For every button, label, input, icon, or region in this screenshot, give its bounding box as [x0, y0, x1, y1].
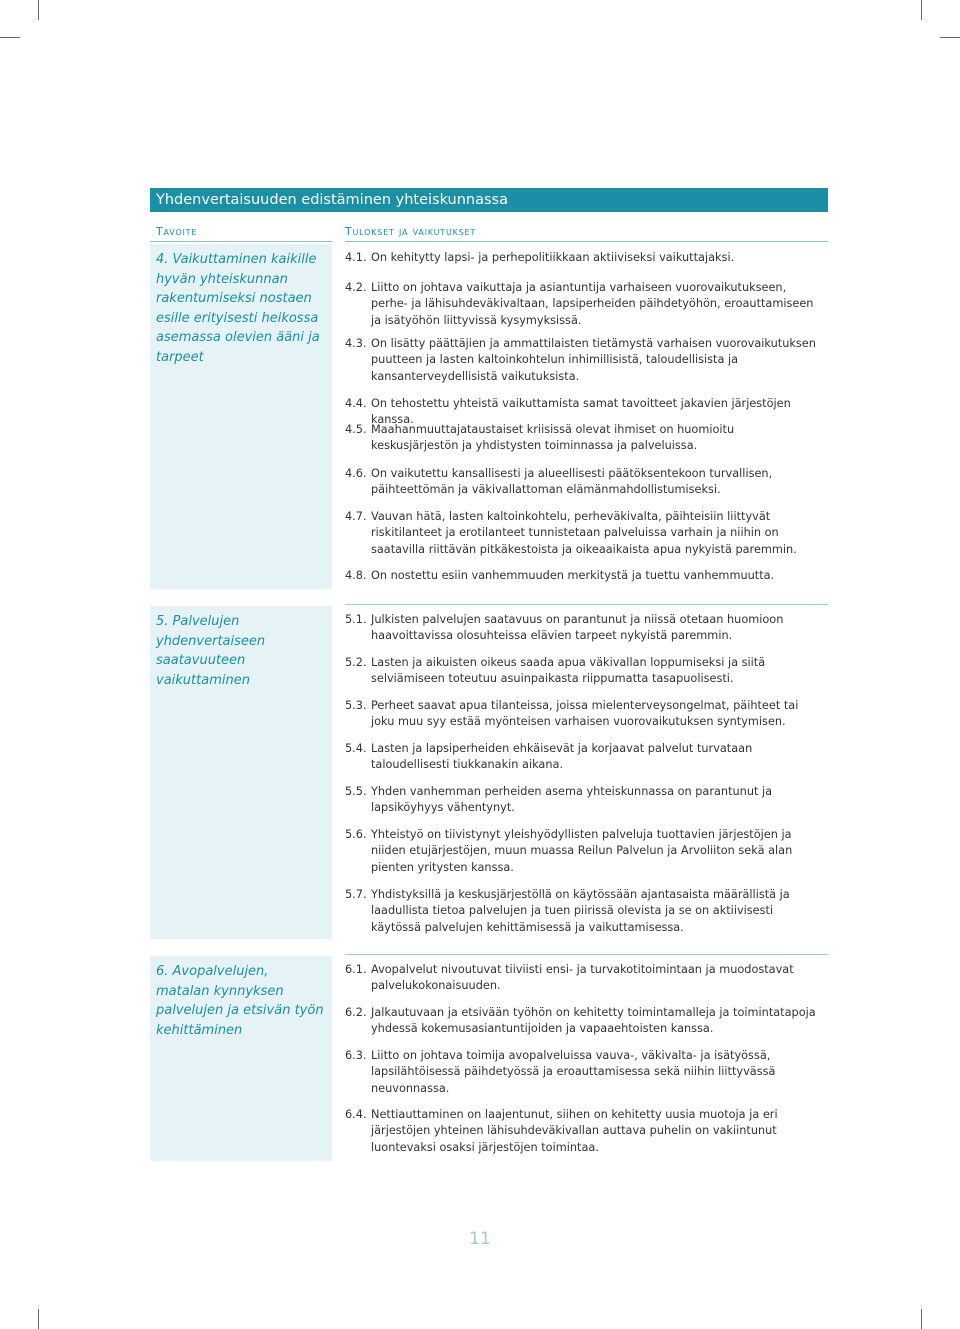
item-number: 4.5.: [345, 423, 367, 436]
crop-mark: [940, 37, 960, 38]
goal-panel: [150, 606, 332, 939]
result-item: [345, 509, 825, 558]
item-text: Jalkautuvaan ja etsivään työhön on kehitetty toimintamalleja ja toimintatapoja yhdessä kokemusasiantuntijoiden ja vapaaehtoisten kanssa.: [371, 1006, 816, 1036]
item-number: 5.4.: [345, 742, 367, 755]
item-number: 5.2.: [345, 656, 367, 669]
crop-mark: [38, 1309, 39, 1329]
goal-title: 4. Vaikuttaminen kaikille hyvän yhteiskunnan rakentumiseksi nostaen esille erityisesti heikossa asemassa olevien ääni ja tarpeet: [156, 252, 320, 365]
item-text: On vaikutettu kansallisesti ja alueellisesti päätöksentekoon turvallisen, päihteettömän ja väkivallattoman elämänmahdollistumiseksi.: [371, 467, 773, 497]
item-text: On kehitytty lapsi- ja perhepolitiikkaan aktiiviseksi vaikuttajaksi.: [371, 251, 735, 264]
crop-mark: [921, 0, 922, 20]
result-item: [345, 466, 825, 499]
item-number: 4.8.: [345, 569, 367, 582]
item-text: Liitto on johtava toimija avopalveluissa vauva-, väkivalta- ja isätyössä, lapsilähtöisessä päihdetyössä ja eroauttamisessa sekä niihin liittyvässä neuvonnassa.: [371, 1049, 776, 1095]
crop-mark: [38, 0, 39, 20]
item-text: Lasten ja aikuisten oikeus saada apua väkivallan loppumiseksi ja siitä selviämiseen toteutuu asuinpaikasta riippumatta tasapuolisesti.: [371, 656, 766, 686]
goal-title: 6. Avopalvelujen, matalan kynnyksen palvelujen ja etsivän työn kehittäminen: [156, 964, 324, 1038]
result-item: [345, 655, 825, 688]
item-text: Perheet saavat apua tilanteissa, joissa mielenterveysongelmat, päihteet tai joku muu syy estää myönteisen varhaisen vuorovaikutuksen syntymisen.: [371, 699, 799, 729]
item-number: 6.3.: [345, 1049, 367, 1062]
result-item: [345, 1107, 825, 1156]
header-rule: [345, 241, 828, 242]
item-text: On lisätty päättäjien ja ammattilaisten tietämystä varhaisen vuorovaikutuksen puutteen ja lasten kaltoinkohtelun inhimillisistä, taloudellisista ja kansanterveydellisistä vaikutuksista.: [371, 337, 816, 383]
crop-mark: [0, 37, 20, 38]
column-header-goal: Tavoite: [156, 225, 198, 238]
result-item: [345, 336, 825, 385]
result-item: [345, 568, 825, 584]
item-text: On tehostettu yhteistä vaikuttamista samat tavoitteet jakavien järjestöjen kanssa.: [371, 397, 791, 427]
item-text: Yhteistyö on tiivistynyt yleishyödyllisten palveluja tuottavien järjestöjen ja niiden etujärjestöjen, muun muassa Reilun Palvelun ja Arvoliiton sekä alan pienten yritysten kanssa.: [371, 828, 793, 874]
result-item: [345, 422, 825, 455]
section-divider: [345, 954, 828, 955]
column-header-results: Tulokset ja vaikutukset: [345, 225, 477, 238]
result-item: [345, 962, 825, 995]
item-number: 4.2.: [345, 281, 367, 294]
item-text: Yhdistyksillä ja keskusjärjestöllä on käytössään ajantasaista määrällistä ja laadullista tietoa palvelujen ja tuen piirissä olevista ja se on aktiivisesti käytössä palvelujen kehittämisessä ja vaikuttamisessa.: [371, 888, 790, 934]
item-number: 6.4.: [345, 1108, 367, 1121]
item-text: On nostettu esiin vanhemmuuden merkitystä ja tuettu vanhemmuutta.: [371, 569, 775, 582]
result-item: [345, 1005, 825, 1038]
goal-panel: [150, 244, 332, 589]
item-number: 5.7.: [345, 888, 367, 901]
page-number: 11: [469, 1229, 491, 1249]
item-number: 6.2.: [345, 1006, 367, 1019]
item-text: Nettiauttaminen on laajentunut, siihen on kehitetty uusia muotoja ja eri järjestöjen yhteinen lähisuhdeväkivallan auttava puhelin on vakiintunut luontevaksi osaksi järjestöjen toimintaa.: [371, 1108, 778, 1154]
item-number: 4.6.: [345, 467, 367, 480]
result-item: [345, 280, 825, 329]
header-rule: [150, 241, 332, 242]
result-item: [345, 612, 825, 645]
item-text: Vauvan hätä, lasten kaltoinkohtelu, perheväkivalta, päihteisiin liittyvät riskitilanteet ja erotilanteet tunnistetaan palveluissa varhain ja niihin on saatavilla riittävän pitkäkestoista ja oikeaaikaista apua nykyistä paremmin.: [371, 510, 797, 556]
item-number: 4.1.: [345, 251, 367, 264]
result-item: [345, 741, 825, 774]
item-number: 4.4.: [345, 397, 367, 410]
item-number: 6.1.: [345, 963, 367, 976]
result-item: [345, 827, 825, 876]
item-number: 5.6.: [345, 828, 367, 841]
goal-title: 5. Palvelujen yhdenvertaiseen saatavuuteen vaikuttaminen: [156, 614, 266, 688]
result-item: [345, 784, 825, 817]
item-text: Yhden vanhemman perheiden asema yhteiskunnassa on parantunut ja lapsiköyhyys vähentynyt.: [371, 785, 773, 815]
item-text: Julkisten palvelujen saatavuus on parantunut ja niissä otetaan huomioon haavoittavissa olosuhteissa elävien tarpeet nykyistä paremmin.: [371, 613, 784, 643]
item-text: Avopalvelut nivoutuvat tiiviisti ensi- ja turvakotitoimintaan ja muodostavat palvelukokonaisuuden.: [371, 963, 794, 993]
item-text: Maahanmuuttajataustaiset kriisissä olevat ihmiset on huomioitu keskusjärjestön ja yhdistysten toiminnassa ja palveluissa.: [371, 423, 735, 453]
item-number: 4.7.: [345, 510, 367, 523]
item-text: Liitto on johtava vaikuttaja ja asiantuntija varhaiseen vuorovaikutukseen, perhe- ja lähisuhdeväkivaltaan, lapsiperheiden päihdetyöhön, eroauttamiseen ja isätyöhön liittyvissä kysymyksissä.: [371, 281, 814, 327]
item-number: 4.3.: [345, 337, 367, 350]
result-item: [345, 698, 825, 731]
goal-panel: [150, 956, 332, 1161]
result-item: [345, 887, 825, 936]
result-item: [345, 1048, 825, 1097]
result-item: [345, 250, 825, 266]
item-number: 5.1.: [345, 613, 367, 626]
crop-mark: [921, 1309, 922, 1329]
section-divider: [345, 604, 828, 605]
item-number: 5.3.: [345, 699, 367, 712]
section-title: Yhdenvertaisuuden edistäminen yhteiskunnassa: [150, 188, 828, 212]
item-number: 5.5.: [345, 785, 367, 798]
item-text: Lasten ja lapsiperheiden ehkäisevät ja korjaavat palvelut turvataan taloudellisesti tiukkanakin aikana.: [371, 742, 753, 772]
